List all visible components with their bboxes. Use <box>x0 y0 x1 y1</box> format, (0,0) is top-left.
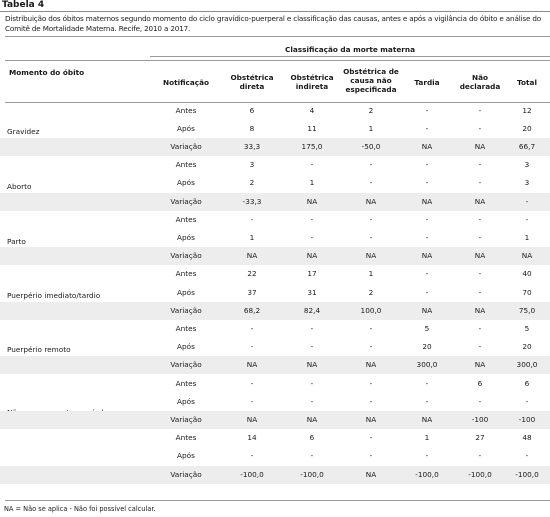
row-group-label: Gravidez <box>7 127 40 136</box>
row-header: Momento do óbito <box>9 68 85 77</box>
table-cell: 20 <box>522 342 532 352</box>
table-cell: - <box>478 451 482 461</box>
variation-row-band <box>0 247 550 265</box>
row-notification-após: Após <box>177 178 195 188</box>
table-cell: - <box>310 323 314 333</box>
table-cell: NA <box>474 305 486 315</box>
row-notification-antes: Antes <box>175 269 197 279</box>
table-cell: - <box>310 396 314 406</box>
table-cell: 75,0 <box>518 305 536 315</box>
row-notification-variação: Variação <box>170 469 202 479</box>
table-cell: -100,0 <box>300 469 324 479</box>
row-notification-após: Após <box>177 396 195 406</box>
variation-row-band <box>0 356 550 374</box>
table-cell: - <box>250 378 254 388</box>
table-cell: 2 <box>249 178 255 188</box>
table-cell: 20 <box>422 342 432 352</box>
table-cell: 12 <box>522 105 532 115</box>
row-notification-variação: Variação <box>170 196 202 206</box>
table-cell: 6 <box>524 378 530 388</box>
table-cell: 11 <box>307 123 317 133</box>
table-cell: - <box>425 214 429 224</box>
table-cell: - <box>250 214 254 224</box>
table-cell: NA <box>474 196 486 206</box>
table-cell: 3 <box>524 178 530 188</box>
table-cell: - <box>478 123 482 133</box>
table-cell: 70 <box>522 287 532 297</box>
table-cell: - <box>250 451 254 461</box>
table-cell: 1 <box>368 269 374 279</box>
table-cell: NA <box>306 196 318 206</box>
table-cell: - <box>478 287 482 297</box>
table-cell: -100,0 <box>415 469 439 479</box>
row-group-label: Puerpério remoto <box>7 344 71 354</box>
table-cell: 37 <box>247 287 257 297</box>
table-cell: NA <box>246 360 258 370</box>
table-cell: -100,0 <box>468 469 492 479</box>
table-cell: -100,0 <box>515 469 539 479</box>
table-cell: 66,7 <box>518 141 536 151</box>
column-header-1: Obstétrica indireta <box>290 73 334 91</box>
table-title: Tabela 4 <box>2 0 45 10</box>
table-cell: NA <box>421 141 433 151</box>
table-cell: 20 <box>522 123 532 133</box>
row-notification-após: Após <box>177 123 195 133</box>
table-cell: 1 <box>249 232 255 242</box>
table-cell: 14 <box>247 433 257 443</box>
table-cell: 5 <box>424 323 430 333</box>
table-cell: NA <box>474 251 486 261</box>
table-cell: 48 <box>522 433 532 443</box>
table-cell: 8 <box>249 123 255 133</box>
table-cell: NA <box>421 251 433 261</box>
table-cell: - <box>310 214 314 224</box>
table-cell: - <box>369 323 373 333</box>
table-caption: Distribuição dos óbitos maternos segundo momento do ciclo gravídico-puerperal e classificação das causas, antes e após a vigilância do óbito e análise do Comitê de Mortalidade Materna. Recife, 2010 a 2017. <box>5 14 542 33</box>
row-notification-após: Após <box>177 287 195 297</box>
variation-row-band <box>0 411 550 429</box>
table-cell: 22 <box>247 269 257 279</box>
rule-line <box>5 500 550 501</box>
table-cell: NA <box>521 251 533 261</box>
table-cell: 4 <box>309 105 315 115</box>
table-cell: - <box>425 160 429 170</box>
table-cell: - <box>250 396 254 406</box>
row-notification-antes: Antes <box>175 323 197 333</box>
column-header-4: Não declarada <box>459 73 501 91</box>
table-cell: - <box>369 433 373 443</box>
row-notification-variação: Variação <box>170 414 202 424</box>
table-cell: NA <box>246 251 258 261</box>
table-cell: 300,0 <box>516 360 538 370</box>
row-notification-após: Após <box>177 232 195 242</box>
table-cell: -33,3 <box>242 196 262 206</box>
table-cell: - <box>310 451 314 461</box>
table-cell: - <box>369 178 373 188</box>
row-notification-antes: Antes <box>175 214 197 224</box>
table-cell: NA <box>306 414 318 424</box>
table-cell: 300,0 <box>416 360 438 370</box>
table-cell: - <box>310 160 314 170</box>
table-cell: 31 <box>307 287 317 297</box>
table-cell: - <box>250 323 254 333</box>
column-header-0: Obstétrica direta <box>230 73 274 91</box>
table-cell: NA <box>246 414 258 424</box>
row-group-label: Parto <box>7 236 26 246</box>
row-notification-antes: Antes <box>175 105 197 115</box>
table-cell: - <box>369 214 373 224</box>
table-cell: NA <box>306 360 318 370</box>
row-group-label: Puerpério imediato/tardio <box>7 290 101 300</box>
table-cell: 1 <box>524 232 530 242</box>
row-group-label: Aborto <box>7 181 32 191</box>
table-cell: NA <box>365 251 377 261</box>
table-cell: 6 <box>249 105 255 115</box>
table-cell: - <box>478 178 482 188</box>
table-cell: 68,2 <box>243 305 261 315</box>
row-notification-antes: Antes <box>175 378 197 388</box>
table-cell: - <box>478 342 482 352</box>
table-cell: 100,0 <box>360 305 382 315</box>
column-header-2: Obstétrica de causa não especificada <box>343 67 399 94</box>
table-cell: - <box>310 378 314 388</box>
row-notification-antes: Antes <box>175 433 197 443</box>
table-cell: - <box>525 451 529 461</box>
footnote: NA = Não se aplica - Não foi possível calcular. <box>4 505 156 513</box>
table-cell: - <box>525 396 529 406</box>
table-cell: NA <box>421 196 433 206</box>
table-cell: 2 <box>368 287 374 297</box>
table-cell: - <box>425 105 429 115</box>
table-cell: NA <box>365 360 377 370</box>
table-cell: NA <box>306 251 318 261</box>
table-cell: - <box>525 196 529 206</box>
row-notification-variação: Variação <box>170 360 202 370</box>
table-cell: 6 <box>309 433 315 443</box>
table-cell: - <box>310 342 314 352</box>
column-header-notificacao: Notificação <box>162 78 210 87</box>
table-cell: 33,3 <box>243 141 261 151</box>
table-cell: - <box>478 214 482 224</box>
table-cell: 5 <box>524 323 530 333</box>
column-header-5: Total <box>517 78 537 87</box>
row-notification-variação: Variação <box>170 305 202 315</box>
row-notification-variação: Variação <box>170 141 202 151</box>
table-cell: - <box>369 378 373 388</box>
table-cell: NA <box>365 414 377 424</box>
table-cell: - <box>478 232 482 242</box>
table-cell: - <box>369 160 373 170</box>
table-cell: NA <box>474 360 486 370</box>
table-cell: 1 <box>368 123 374 133</box>
table-cell: - <box>478 396 482 406</box>
table-cell: 27 <box>475 433 485 443</box>
table-cell: - <box>369 342 373 352</box>
row-notification-antes: Antes <box>175 160 197 170</box>
table-cell: 40 <box>522 269 532 279</box>
table-cell: 175,0 <box>301 141 323 151</box>
table-cell: - <box>369 232 373 242</box>
table-cell: - <box>425 378 429 388</box>
rule-line <box>5 36 550 37</box>
table-cell: NA <box>421 414 433 424</box>
table-cell: - <box>310 232 314 242</box>
table-cell: - <box>425 396 429 406</box>
table-cell: 6 <box>477 378 483 388</box>
table-cell: 3 <box>249 160 255 170</box>
table-cell: 3 <box>524 160 530 170</box>
row-notification-após: Após <box>177 342 195 352</box>
column-header-3: Tardia <box>414 78 440 87</box>
table-cell: - <box>369 451 373 461</box>
table-cell: -50,0 <box>361 141 381 151</box>
table-cell: - <box>478 323 482 333</box>
table-cell: - <box>425 269 429 279</box>
variation-row-band <box>0 302 550 320</box>
table-cell: - <box>478 269 482 279</box>
table-cell: - <box>369 396 373 406</box>
table-cell: - <box>425 232 429 242</box>
table-cell: - <box>425 287 429 297</box>
group-header-title: Classificação da morte materna <box>285 45 415 54</box>
group-header-rule <box>150 56 550 57</box>
variation-row-band <box>0 138 550 156</box>
table-cell: - <box>425 123 429 133</box>
table-cell: - <box>250 342 254 352</box>
row-notification-variação: Variação <box>170 251 202 261</box>
table-cell: NA <box>365 196 377 206</box>
table-cell: 82,4 <box>303 305 321 315</box>
table-cell: - <box>478 160 482 170</box>
table-cell: - <box>425 451 429 461</box>
table-cell: 1 <box>309 178 315 188</box>
table-cell: -100,0 <box>240 469 264 479</box>
table-cell: NA <box>474 141 486 151</box>
row-notification-após: Após <box>177 451 195 461</box>
table-cell: NA <box>365 469 377 479</box>
table-cell: 1 <box>424 433 430 443</box>
table-cell: - <box>425 178 429 188</box>
table-cell: 2 <box>368 105 374 115</box>
table-cell: - <box>525 214 529 224</box>
table-cell: - <box>478 105 482 115</box>
table-cell: NA <box>421 305 433 315</box>
table-title-bar <box>0 0 550 12</box>
variation-row-band <box>0 193 550 211</box>
rule-line <box>5 60 550 61</box>
rule-line <box>5 102 550 103</box>
table-cell: -100 <box>471 414 489 424</box>
table-cell: -100 <box>518 414 536 424</box>
table-cell: 17 <box>307 269 317 279</box>
